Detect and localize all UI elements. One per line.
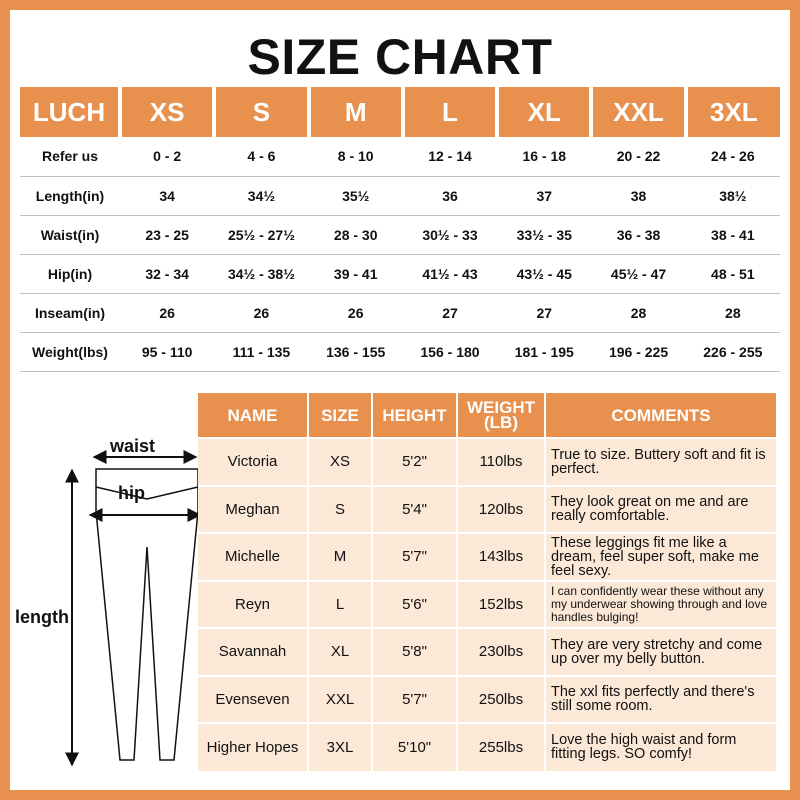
review-height: 5'7" xyxy=(372,533,457,581)
review-size: XXL xyxy=(308,676,372,724)
size-cell: 41½ - 43 xyxy=(403,254,497,293)
size-header-row xyxy=(20,87,780,137)
review-weight: 250lbs xyxy=(457,676,545,724)
leggings-illustration xyxy=(10,425,200,775)
review-name: Reyn xyxy=(198,581,308,629)
size-header-cell: 3XL xyxy=(686,87,780,137)
header-size: SIZE xyxy=(308,393,372,438)
length-label: length xyxy=(15,607,69,627)
size-cell: 111 - 135 xyxy=(214,332,308,371)
size-row xyxy=(20,254,780,293)
size-cell: 38 - 41 xyxy=(686,215,780,254)
review-size: XL xyxy=(308,628,372,676)
size-row xyxy=(20,293,780,332)
review-comment: True to size. Buttery soft and fit is perfect. xyxy=(545,438,776,486)
review-height: 5'6" xyxy=(372,581,457,629)
review-row xyxy=(198,533,776,581)
size-cell: 20 - 22 xyxy=(591,137,685,176)
review-comment: They are very stretchy and come up over my belly button. xyxy=(545,628,776,676)
size-cell: 27 xyxy=(403,293,497,332)
size-chart-card xyxy=(10,10,790,790)
review-size: L xyxy=(308,581,372,629)
review-height: 5'10" xyxy=(372,723,457,771)
size-row xyxy=(20,137,780,176)
review-weight: 143lbs xyxy=(457,533,545,581)
review-name: Savannah xyxy=(198,628,308,676)
size-row-label: Refer us xyxy=(20,137,120,176)
waist-label: waist xyxy=(110,436,156,456)
size-header-cell: S xyxy=(214,87,308,137)
size-row-label: Weight(lbs) xyxy=(20,332,120,371)
size-cell: 28 xyxy=(686,293,780,332)
header-weight-line2: (LB) xyxy=(484,413,518,432)
header-weight-line1: WEIGHT xyxy=(467,398,535,417)
size-cell: 26 xyxy=(309,293,403,332)
size-row xyxy=(20,176,780,215)
size-cell: 34½ xyxy=(214,176,308,215)
header-height: HEIGHT xyxy=(372,393,457,438)
review-weight: 120lbs xyxy=(457,486,545,534)
review-row xyxy=(198,438,776,486)
review-comment: Love the high waist and form fitting legs. SO comfy! xyxy=(545,723,776,771)
size-cell: 27 xyxy=(497,293,591,332)
size-row xyxy=(20,215,780,254)
hip-label: hip xyxy=(118,483,145,503)
review-size: M xyxy=(308,533,372,581)
size-cell: 4 - 6 xyxy=(214,137,308,176)
review-weight: 152lbs xyxy=(457,581,545,629)
review-weight: 255lbs xyxy=(457,723,545,771)
review-name: Meghan xyxy=(198,486,308,534)
size-cell: 33½ - 35 xyxy=(497,215,591,254)
size-cell: 38½ xyxy=(686,176,780,215)
header-comments: COMMENTS xyxy=(545,393,776,438)
size-cell: 36 - 38 xyxy=(591,215,685,254)
size-cell: 12 - 14 xyxy=(403,137,497,176)
size-header-cell: XS xyxy=(120,87,214,137)
page-title: SIZE CHART xyxy=(247,29,553,85)
review-comment: The xxl fits perfectly and there's still some room. xyxy=(545,676,776,724)
size-cell: 0 - 2 xyxy=(120,137,214,176)
review-height: 5'7" xyxy=(372,676,457,724)
header-weight xyxy=(457,393,545,438)
review-comment: I can confidently wear these without any my underwear showing through and love handles bulging! xyxy=(545,581,776,629)
size-cell: 16 - 18 xyxy=(497,137,591,176)
review-row xyxy=(198,581,776,629)
review-comment: These leggings fit me like a dream, feel super soft, make me feel sexy. xyxy=(545,533,776,581)
size-cell: 181 - 195 xyxy=(497,332,591,371)
review-comment: They look great on me and are really comfortable. xyxy=(545,486,776,534)
size-cell: 28 - 30 xyxy=(309,215,403,254)
review-name: Victoria xyxy=(198,438,308,486)
review-row xyxy=(198,628,776,676)
size-row xyxy=(20,332,780,371)
size-cell: 30½ - 33 xyxy=(403,215,497,254)
size-cell: 39 - 41 xyxy=(309,254,403,293)
size-cell: 23 - 25 xyxy=(120,215,214,254)
review-name: Michelle xyxy=(198,533,308,581)
size-cell: 38 xyxy=(591,176,685,215)
size-header-cell: L xyxy=(403,87,497,137)
size-cell: 8 - 10 xyxy=(309,137,403,176)
size-cell: 36 xyxy=(403,176,497,215)
size-cell: 95 - 110 xyxy=(120,332,214,371)
size-cell: 26 xyxy=(120,293,214,332)
size-cell: 45½ - 47 xyxy=(591,254,685,293)
size-chart-table xyxy=(20,87,780,372)
review-size: XS xyxy=(308,438,372,486)
review-size: 3XL xyxy=(308,723,372,771)
size-row-label: Inseam(in) xyxy=(20,293,120,332)
size-cell: 35½ xyxy=(309,176,403,215)
reviews-header-row xyxy=(198,393,776,438)
size-header-cell: LUCH xyxy=(20,87,120,137)
size-cell: 43½ - 45 xyxy=(497,254,591,293)
size-cell: 28 xyxy=(591,293,685,332)
size-cell: 24 - 26 xyxy=(686,137,780,176)
size-header-cell: XL xyxy=(497,87,591,137)
review-name: Evenseven xyxy=(198,676,308,724)
size-row-label: Waist(in) xyxy=(20,215,120,254)
review-row xyxy=(198,723,776,771)
customer-reviews-table xyxy=(198,393,776,771)
leggings-diagram xyxy=(10,425,200,775)
size-cell: 136 - 155 xyxy=(309,332,403,371)
review-weight: 230lbs xyxy=(457,628,545,676)
review-row xyxy=(198,676,776,724)
size-cell: 26 xyxy=(214,293,308,332)
review-height: 5'4" xyxy=(372,486,457,534)
review-height: 5'8" xyxy=(372,628,457,676)
size-row-label: Length(in) xyxy=(20,176,120,215)
size-header-cell: M xyxy=(309,87,403,137)
size-row-label: Hip(in) xyxy=(20,254,120,293)
size-cell: 48 - 51 xyxy=(686,254,780,293)
size-cell: 226 - 255 xyxy=(686,332,780,371)
review-row xyxy=(198,486,776,534)
review-height: 5'2" xyxy=(372,438,457,486)
size-cell: 156 - 180 xyxy=(403,332,497,371)
size-header-cell: XXL xyxy=(591,87,685,137)
size-cell: 37 xyxy=(497,176,591,215)
review-size: S xyxy=(308,486,372,534)
size-cell: 196 - 225 xyxy=(591,332,685,371)
size-cell: 34 xyxy=(120,176,214,215)
size-cell: 32 - 34 xyxy=(120,254,214,293)
review-weight: 110lbs xyxy=(457,438,545,486)
size-cell: 25½ - 27½ xyxy=(214,215,308,254)
size-cell: 34½ - 38½ xyxy=(214,254,308,293)
header-name: NAME xyxy=(198,393,308,438)
review-name: Higher Hopes xyxy=(198,723,308,771)
